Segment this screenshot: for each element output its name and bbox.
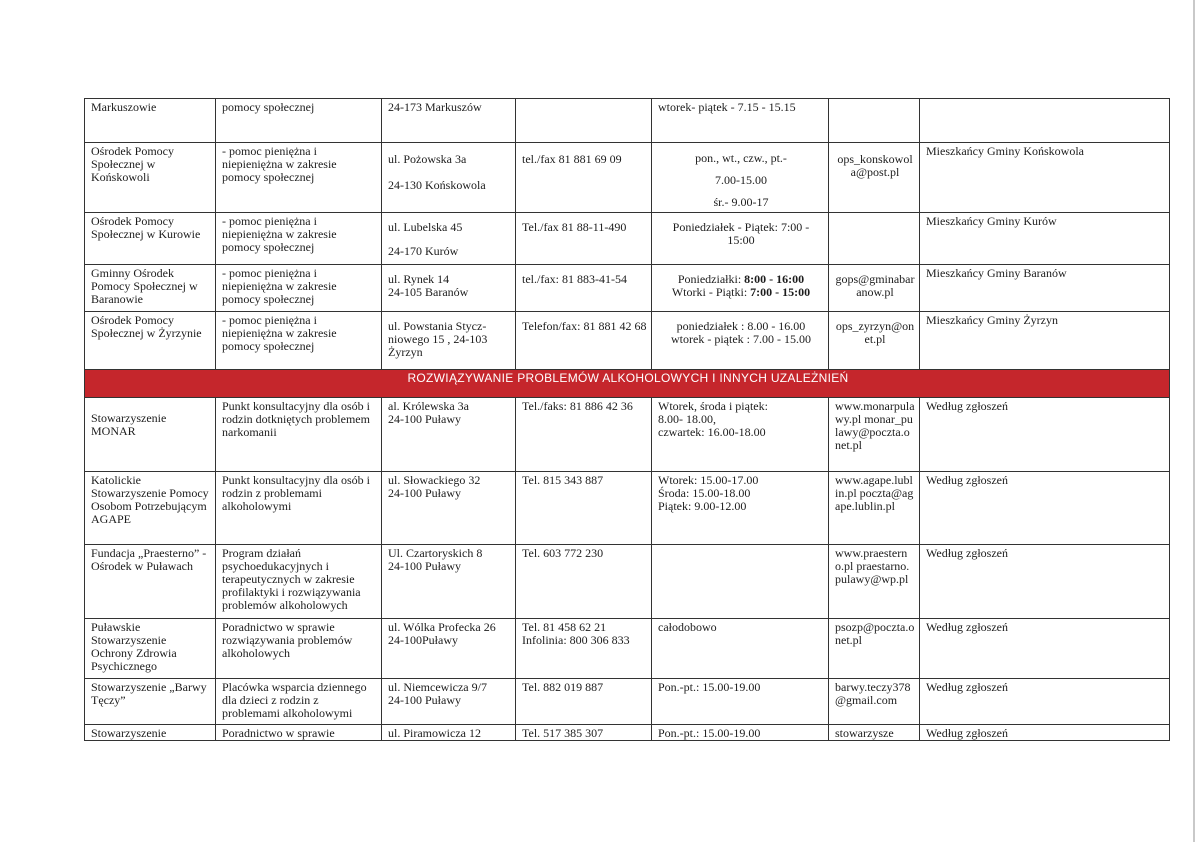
website-email: www.praesterno.pl praestarno.pulawy@wp.pl bbox=[829, 545, 920, 619]
opening-hours: Pon.-pt.: 15.00-19.00 bbox=[652, 725, 829, 741]
support-scope: pomocy społecznej bbox=[216, 99, 382, 143]
institution-name: Katolickie Stowarzyszenie Pomocy Osobom Potrzebującym AGAPE bbox=[85, 472, 216, 545]
support-scope: - pomoc pieniężna i niepieniężna w zakresie pomocy społecznej bbox=[216, 143, 382, 213]
institution-name: Stowarzyszenie bbox=[85, 725, 216, 741]
recipients bbox=[920, 99, 1170, 143]
opening-hours: poniedziałek : 8.00 - 16.00 wtorek - piątek : 7.00 - 15.00 bbox=[652, 312, 829, 370]
phone: tel./fax 81 881 69 09 bbox=[516, 143, 652, 213]
opening-hours: Wtorek, środa i piątek: 8.00- 18.00, czwartek: 16.00-18.00 bbox=[652, 398, 829, 472]
email bbox=[829, 99, 920, 143]
table-row bbox=[85, 312, 1170, 370]
recipients: Według zgłoszeń bbox=[920, 398, 1170, 472]
email bbox=[829, 213, 920, 265]
website-email: www.monarpulawy.pl monar_pulawy@poczta.onet.pl bbox=[829, 398, 920, 472]
table-row bbox=[85, 213, 1170, 265]
email: ops_zyrzyn@onet.pl bbox=[829, 312, 920, 370]
opening-hours: Poniedziałek - Piątek: 7:00 - 15:00 bbox=[652, 213, 829, 265]
phone: Tel./faks: 81 886 42 36 bbox=[516, 398, 652, 472]
support-scope: Placówka wsparcia dziennego dla dzieci z rodzin z problemami alkoholowymi bbox=[216, 679, 382, 725]
institution-name: Stowarzyszenie MONAR bbox=[85, 398, 216, 472]
website-email: psozp@poczta.onet.pl bbox=[829, 619, 920, 679]
support-scope: Poradnictwo w sprawie rozwiązywania problemów alkoholowych bbox=[216, 619, 382, 679]
opening-hours: pon., wt., czw., pt.- 7.00-15.00 śr.- 9.00-17 bbox=[652, 143, 829, 213]
address: al. Królewska 3a 24-100 Puławy bbox=[382, 398, 516, 472]
recipients: Mieszkańcy Gminy Kurów bbox=[920, 213, 1170, 265]
opening-hours bbox=[652, 545, 829, 619]
hours-label: Poniedziałki: bbox=[677, 272, 745, 286]
hours-value: 8:00 - 16:00 bbox=[744, 272, 805, 286]
institution-name: Ośrodek Pomocy Społecznej w Kurowie bbox=[85, 213, 216, 265]
institution-name: Markuszowie bbox=[85, 99, 216, 143]
table-row bbox=[85, 679, 1170, 725]
recipients: Według zgłoszeń bbox=[920, 545, 1170, 619]
recipients: Według zgłoszeń bbox=[920, 619, 1170, 679]
recipients: Według zgłoszeń bbox=[920, 725, 1170, 741]
website-email: barwy.teczy378@gmail.com bbox=[829, 679, 920, 725]
address: ul. Pożowska 3a 24-130 Końskowola bbox=[382, 143, 516, 213]
email: gops@gminabaranow.pl bbox=[829, 265, 920, 312]
table-row bbox=[85, 472, 1170, 545]
table-row bbox=[85, 545, 1170, 619]
recipients: Mieszkańcy Gminy Końskowola bbox=[920, 143, 1170, 213]
website-email: stowarzysze bbox=[829, 725, 920, 741]
phone: Telefon/fax: 81 881 42 68 bbox=[516, 312, 652, 370]
institution-name: Ośrodek Pomocy Społecznej w Końskowoli bbox=[85, 143, 216, 213]
table-row bbox=[85, 143, 1170, 213]
opening-hours bbox=[652, 265, 829, 312]
phone: Tel. 882 019 887 bbox=[516, 679, 652, 725]
support-scope: - pomoc pieniężna i niepieniężna w zakresie pomocy społecznej bbox=[216, 312, 382, 370]
table-row bbox=[85, 99, 1170, 143]
support-scope: Punkt konsultacyjny dla osób i rodzin dotkniętych problemem narkomanii bbox=[216, 398, 382, 472]
phone: Tel./fax 81 88-11-490 bbox=[516, 213, 652, 265]
email: ops_konskowola@post.pl bbox=[829, 143, 920, 213]
section-banner bbox=[85, 370, 1170, 398]
page-edge bbox=[1193, 0, 1195, 842]
directory-table bbox=[84, 98, 1170, 741]
recipients: Mieszkańcy Gminy Żyrzyn bbox=[920, 312, 1170, 370]
hours-value: 7:00 - 15:00 bbox=[750, 285, 811, 299]
support-scope: - pomoc pieniężna i niepieniężna w zakresie pomocy społecznej bbox=[216, 265, 382, 312]
support-scope: Poradnictwo w sprawie bbox=[216, 725, 382, 741]
support-scope: Punkt konsultacyjny dla osób i rodzin z problemami alkoholowymi bbox=[216, 472, 382, 545]
table-row bbox=[85, 619, 1170, 679]
address: ul. Wólka Profecka 26 24-100Puławy bbox=[382, 619, 516, 679]
table-row bbox=[85, 265, 1170, 312]
institution-name: Stowarzyszenie „Barwy Tęczy” bbox=[85, 679, 216, 725]
address: ul. Powstania Stycz-niowego 15 , 24-103 Żyrzyn bbox=[382, 312, 516, 370]
opening-hours: Wtorek: 15.00-17.00 Środa: 15.00-18.00 Piątek: 9.00-12.00 bbox=[652, 472, 829, 545]
opening-hours: wtorek- piątek - 7.15 - 15.15 bbox=[652, 99, 829, 143]
phone: Tel. 81 458 62 21 Infolinia: 800 306 833 bbox=[516, 619, 652, 679]
address: ul. Lubelska 45 24-170 Kurów bbox=[382, 213, 516, 265]
website-email: www.agape.lublin.pl poczta@agape.lublin.pl bbox=[829, 472, 920, 545]
phone: Tel. 815 343 887 bbox=[516, 472, 652, 545]
address: 24-173 Markuszów bbox=[382, 99, 516, 143]
phone: Tel. 517 385 307 bbox=[516, 725, 652, 741]
recipients: Według zgłoszeń bbox=[920, 472, 1170, 545]
section-title: ROZWIĄZYWANIE PROBLEMÓW ALKOHOLOWYCH I INNYCH UZALEŻNIEŃ bbox=[85, 370, 1170, 398]
address: Ul. Czartoryskich 8 24-100 Puławy bbox=[382, 545, 516, 619]
opening-hours: całodobowo bbox=[652, 619, 829, 679]
institution-name: Ośrodek Pomocy Społecznej w Żyrzynie bbox=[85, 312, 216, 370]
support-scope: - pomoc pieniężna i niepieniężna w zakresie pomocy społecznej bbox=[216, 213, 382, 265]
institution-name: Puławskie Stowarzyszenie Ochrony Zdrowia Psychicznego bbox=[85, 619, 216, 679]
address: ul. Piramowicza 12 bbox=[382, 725, 516, 741]
opening-hours: Pon.-pt.: 15.00-19.00 bbox=[652, 679, 829, 725]
table-row bbox=[85, 725, 1170, 741]
hours-label: Wtorki - Piątki: bbox=[671, 285, 751, 299]
address: ul. Niemcewicza 9/7 24-100 Puławy bbox=[382, 679, 516, 725]
institution-name: Fundacja „Praesterno” - Ośrodek w Puławach bbox=[85, 545, 216, 619]
address: ul. Słowackiego 32 24-100 Puławy bbox=[382, 472, 516, 545]
phone bbox=[516, 99, 652, 143]
phone: Tel. 603 772 230 bbox=[516, 545, 652, 619]
support-scope: Program działań psychoedukacyjnych i terapeutycznych w zakresie profilaktyki i rozwiązywania problemów alkoholowych bbox=[216, 545, 382, 619]
address: ul. Rynek 14 24-105 Baranów bbox=[382, 265, 516, 312]
table-row bbox=[85, 398, 1170, 472]
recipients: Mieszkańcy Gminy Baranów bbox=[920, 265, 1170, 312]
recipients: Według zgłoszeń bbox=[920, 679, 1170, 725]
institution-name: Gminny Ośrodek Pomocy Społecznej w Baranowie bbox=[85, 265, 216, 312]
phone: tel./fax: 81 883-41-54 bbox=[516, 265, 652, 312]
